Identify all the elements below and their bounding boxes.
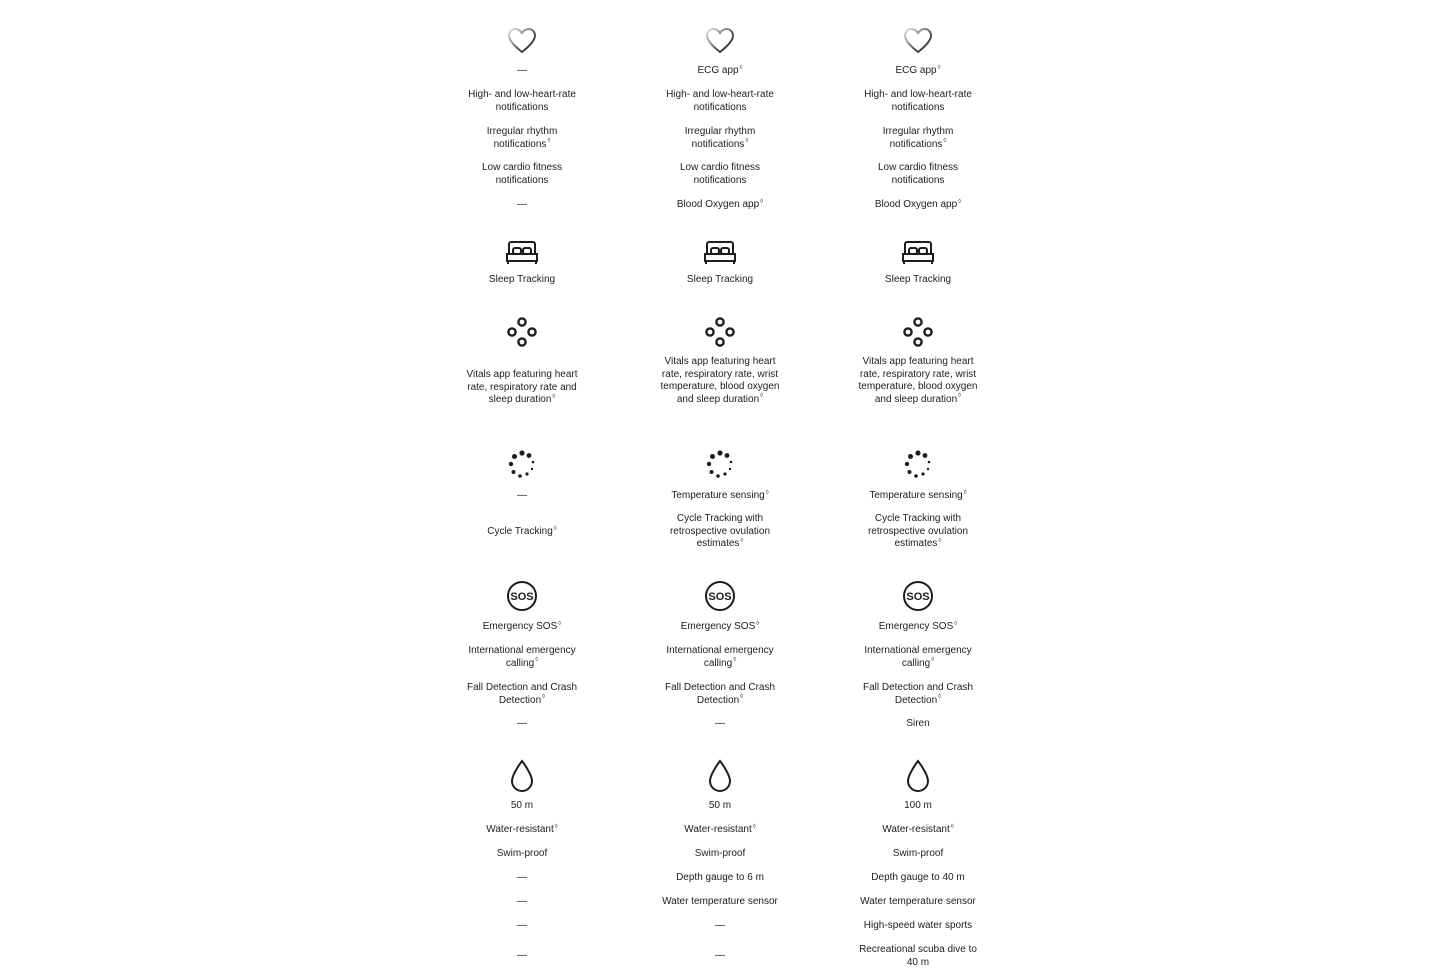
temperature-sensing-feature: Temperature sensing◊ [671,489,769,501]
siren-feature: — [715,718,725,729]
vitals-icon [703,315,737,349]
water-depth-feature: 100 m [904,800,932,811]
ecg-app-feature: ECG app◊ [697,64,743,76]
low-cardio-fitness-feature: Low cardio fitness notifications [877,162,959,186]
international-emergency-feature: International emergency calling◊ [666,645,774,669]
svg-text:SOS: SOS [510,591,534,603]
scuba-dive-feature: Recreational scuba dive to 40 m [859,944,977,968]
depth-gauge-feature: Depth gauge to 6 m [676,872,764,883]
water-drop-icon [703,759,737,793]
water-depth-feature: 50 m [510,800,534,811]
water-sports-feature: — [715,920,725,931]
siren-feature: Siren [906,718,930,729]
sleep-tracking-feature: Sleep Tracking [686,274,754,285]
ecg-app-feature: ECG app◊ [895,64,941,76]
water-temperature-sensor-feature: — [517,896,527,907]
low-cardio-fitness-feature: Low cardio fitness notifications [481,162,563,186]
heart-rate-notifications-feature: High- and low-heart-rate notifications [864,89,972,113]
blood-oxygen-feature: — [517,199,527,210]
swim-proof-feature: Swim-proof [694,848,746,859]
fall-detection-feature: Fall Detection and Crash Detection◊ [862,682,974,706]
blood-oxygen-feature: Blood Oxygen app◊ [676,198,764,210]
heart-rate-notifications-feature: High- and low-heart-rate notifications [666,89,774,113]
fall-detection-feature: Fall Detection and Crash Detection◊ [664,682,776,706]
sos-icon [505,579,539,613]
bed-icon [901,236,935,270]
scuba-dive-feature: — [517,950,527,961]
international-emergency-feature: International emergency calling◊ [864,645,972,669]
ecg-app-feature: — [517,65,527,76]
cycle-icon [901,447,935,481]
water-depth-feature: 50 m [708,800,732,811]
heart-icon [703,24,737,58]
emergency-sos-feature: Emergency SOS◊ [482,620,562,632]
depth-gauge-feature: — [517,872,527,883]
svg-text:SOS: SOS [708,591,732,603]
sleep-tracking-feature: Sleep Tracking [884,274,952,285]
heart-icon [901,24,935,58]
irregular-rhythm-feature: Irregular rhythm notifications◊ [486,126,558,150]
water-sports-feature: High-speed water sports [863,920,973,931]
cycle-icon [505,447,539,481]
sos-icon [901,579,935,613]
bed-icon [703,236,737,270]
irregular-rhythm-feature: Irregular rhythm notifications◊ [882,126,954,150]
water-drop-icon [901,759,935,793]
vitals-icon [901,315,935,349]
water-drop-icon [505,759,539,793]
cycle-icon [703,447,737,481]
depth-gauge-feature: Depth gauge to 40 m [871,872,965,883]
svg-text:SOS: SOS [906,591,930,603]
cycle-tracking-feature: Cycle Tracking◊ [487,525,557,537]
temperature-sensing-feature: — [517,490,527,501]
international-emergency-feature: International emergency calling◊ [468,645,576,669]
water-temperature-sensor-feature: Water temperature sensor [860,896,976,907]
cycle-tracking-feature: Cycle Tracking with retrospective ovulation estimates◊ [867,513,969,550]
bed-icon [505,236,539,270]
water-resistant-feature: Water-resistant◊ [486,823,558,835]
vitals-app-feature: Vitals app featuring heart rate, respiratory rate, wrist temperature, blood oxygen and sleep duration◊ [660,356,780,405]
temperature-sensing-feature: Temperature sensing◊ [869,489,967,501]
sos-icon [703,579,737,613]
emergency-sos-feature: Emergency SOS◊ [680,620,760,632]
water-resistant-feature: Water-resistant◊ [684,823,756,835]
swim-proof-feature: Swim-proof [892,848,944,859]
fall-detection-feature: Fall Detection and Crash Detection◊ [466,682,578,706]
water-resistant-feature: Water-resistant◊ [882,823,954,835]
heart-icon [505,24,539,58]
heart-rate-notifications-feature: High- and low-heart-rate notifications [468,89,576,113]
low-cardio-fitness-feature: Low cardio fitness notifications [679,162,761,186]
swim-proof-feature: Swim-proof [496,848,548,859]
water-sports-feature: — [517,920,527,931]
cycle-tracking-feature: Cycle Tracking with retrospective ovulation estimates◊ [669,513,771,550]
vitals-icon [505,315,539,349]
vitals-app-feature: Vitals app featuring heart rate, respiratory rate, wrist temperature, blood oxygen and sleep duration◊ [858,356,978,405]
blood-oxygen-feature: Blood Oxygen app◊ [874,198,962,210]
sleep-tracking-feature: Sleep Tracking [488,274,556,285]
emergency-sos-feature: Emergency SOS◊ [878,620,958,632]
vitals-app-feature: Vitals app featuring heart rate, respiratory rate and sleep duration◊ [466,369,578,406]
siren-feature: — [517,718,527,729]
water-temperature-sensor-feature: Water temperature sensor [662,896,778,907]
irregular-rhythm-feature: Irregular rhythm notifications◊ [684,126,756,150]
scuba-dive-feature: — [715,950,725,961]
